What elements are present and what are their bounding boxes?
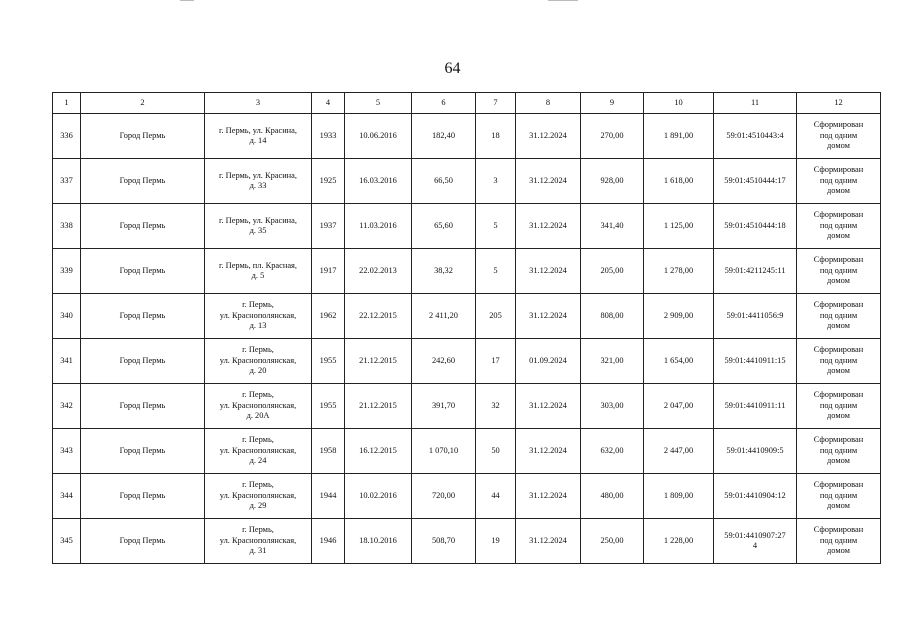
area3-cell: 2 447,00 bbox=[644, 429, 714, 474]
cadastral-cell bbox=[714, 519, 797, 564]
area-cell: 391,70 bbox=[412, 384, 476, 429]
deadline-cell: 31.12.2024 bbox=[516, 249, 581, 294]
address-cell-line: г. Пермь, ул. Красина, bbox=[219, 170, 297, 180]
column-header: 12 bbox=[797, 93, 881, 114]
address-cell-line: ул. Краснополянская, bbox=[219, 445, 297, 455]
column-header: 6 bbox=[412, 93, 476, 114]
address-cell bbox=[205, 294, 312, 339]
status-cell-line: Сформирован bbox=[813, 345, 864, 355]
table-row bbox=[53, 474, 881, 519]
date-cell: 11.03.2016 bbox=[345, 204, 412, 249]
status-cell-line: под одним bbox=[819, 355, 858, 365]
address-cell-line: г. Пермь, bbox=[242, 435, 274, 445]
residents-cell: 32 bbox=[476, 384, 516, 429]
status-cell-line: домом bbox=[827, 411, 850, 421]
year-cell: 1917 bbox=[312, 249, 345, 294]
area-cell: 242,60 bbox=[412, 339, 476, 384]
status-cell-line: под одним bbox=[819, 220, 858, 230]
date-cell: 22.02.2013 bbox=[345, 249, 412, 294]
address-cell-line: д. 31 bbox=[249, 546, 267, 556]
deadline-cell: 31.12.2024 bbox=[516, 519, 581, 564]
address-cell-line: г. Пермь, bbox=[242, 525, 274, 535]
area3-cell: 1 228,00 bbox=[644, 519, 714, 564]
municipality-cell: Город Пермь bbox=[81, 159, 205, 204]
area3-cell: 1 809,00 bbox=[644, 474, 714, 519]
column-header: 9 bbox=[581, 93, 644, 114]
status-cell-line: домом bbox=[827, 321, 850, 331]
status-cell bbox=[797, 339, 881, 384]
area3-cell: 1 125,00 bbox=[644, 204, 714, 249]
residents-cell: 50 bbox=[476, 429, 516, 474]
status-cell-line: под одним bbox=[819, 175, 858, 185]
area3-cell: 1 891,00 bbox=[644, 114, 714, 159]
address-cell-line: д. 14 bbox=[249, 136, 267, 145]
area-cell: 182,40 bbox=[412, 114, 476, 159]
year-cell: 1962 bbox=[312, 294, 345, 339]
cadastral-cell: 59:01:4410911:15 bbox=[714, 339, 797, 384]
residents-cell: 18 bbox=[476, 114, 516, 159]
status-cell-line: домом bbox=[827, 366, 850, 376]
address-cell bbox=[205, 339, 312, 384]
cadastral-cell: 59:01:4510444:17 bbox=[714, 159, 797, 204]
deadline-cell: 31.12.2024 bbox=[516, 114, 581, 159]
status-cell-line: Сформирован bbox=[813, 210, 864, 220]
area2-cell: 321,00 bbox=[581, 339, 644, 384]
year-cell: 1937 bbox=[312, 204, 345, 249]
date-cell: 16.03.2016 bbox=[345, 159, 412, 204]
municipality-cell: Город Пермь bbox=[81, 249, 205, 294]
area2-cell: 341,40 bbox=[581, 204, 644, 249]
date-cell: 10.02.2016 bbox=[345, 474, 412, 519]
date-cell: 21.12.2015 bbox=[345, 384, 412, 429]
address-cell-line: д. 13 bbox=[249, 321, 267, 331]
area3-cell: 1 278,00 bbox=[644, 249, 714, 294]
row-number: 339 bbox=[53, 249, 81, 294]
status-cell bbox=[797, 159, 881, 204]
address-cell-line: д. 20А bbox=[246, 411, 270, 421]
area2-cell: 250,00 bbox=[581, 519, 644, 564]
column-header: 4 bbox=[312, 93, 345, 114]
area2-cell: 632,00 bbox=[581, 429, 644, 474]
address-cell-line: д. 24 bbox=[249, 456, 267, 466]
status-cell bbox=[797, 249, 881, 294]
area2-cell: 480,00 bbox=[581, 474, 644, 519]
status-cell-line: под одним bbox=[819, 130, 858, 140]
cadastral-cell: 59:01:4410911:11 bbox=[714, 384, 797, 429]
year-cell: 1933 bbox=[312, 114, 345, 159]
column-header: 7 bbox=[476, 93, 516, 114]
status-cell bbox=[797, 204, 881, 249]
address-cell-line: г. Пермь, ул. Красина, bbox=[219, 125, 297, 135]
municipality-cell: Город Пермь bbox=[81, 474, 205, 519]
address-cell-line: г. Пермь, bbox=[242, 480, 274, 490]
municipality-cell: Город Пермь bbox=[81, 114, 205, 159]
column-header: 8 bbox=[516, 93, 581, 114]
column-header: 2 bbox=[81, 93, 205, 114]
address-cell bbox=[205, 249, 312, 294]
address-cell bbox=[205, 114, 312, 159]
cadastral-cell: 59:01:4410909:5 bbox=[714, 429, 797, 474]
address-cell-line: д. 35 bbox=[249, 226, 267, 235]
address-cell-line: д. 29 bbox=[249, 501, 267, 511]
table-row bbox=[53, 204, 881, 249]
row-number: 340 bbox=[53, 294, 81, 339]
status-cell-line: Сформирован bbox=[813, 165, 864, 175]
address-cell-line: г. Пермь, bbox=[242, 300, 274, 310]
column-header: 10 bbox=[644, 93, 714, 114]
municipality-cell: Город Пермь bbox=[81, 429, 205, 474]
date-cell: 18.10.2016 bbox=[345, 519, 412, 564]
status-cell-line: Сформирован bbox=[813, 525, 864, 535]
row-number: 344 bbox=[53, 474, 81, 519]
deadline-cell: 31.12.2024 bbox=[516, 159, 581, 204]
area-cell: 65,60 bbox=[412, 204, 476, 249]
status-cell-line: под одним bbox=[819, 445, 858, 455]
area2-cell: 808,00 bbox=[581, 294, 644, 339]
table-row bbox=[53, 384, 881, 429]
status-cell-line: под одним bbox=[819, 400, 858, 410]
table-row bbox=[53, 114, 881, 159]
municipality-cell: Город Пермь bbox=[81, 339, 205, 384]
municipality-cell: Город Пермь bbox=[81, 294, 205, 339]
residents-cell: 44 bbox=[476, 474, 516, 519]
cadastral-cell-line: 4 bbox=[752, 541, 758, 550]
address-cell-line: г. Пермь, ул. Красина, bbox=[219, 215, 297, 225]
column-header: 3 bbox=[205, 93, 312, 114]
scan-artifact bbox=[180, 0, 194, 1]
row-number: 345 bbox=[53, 519, 81, 564]
address-cell bbox=[205, 519, 312, 564]
deadline-cell: 01.09.2024 bbox=[516, 339, 581, 384]
area2-cell: 928,00 bbox=[581, 159, 644, 204]
residents-cell: 205 bbox=[476, 294, 516, 339]
table-row bbox=[53, 249, 881, 294]
address-cell bbox=[205, 384, 312, 429]
address-cell-line: ул. Краснополянская, bbox=[219, 310, 297, 320]
status-cell-line: Сформирован bbox=[813, 300, 864, 310]
date-cell: 21.12.2015 bbox=[345, 339, 412, 384]
row-number: 337 bbox=[53, 159, 81, 204]
area2-cell: 270,00 bbox=[581, 114, 644, 159]
row-number: 338 bbox=[53, 204, 81, 249]
status-cell-line: домом bbox=[827, 231, 850, 241]
address-cell-line: г. Пермь, пл. Красная, bbox=[218, 260, 297, 270]
year-cell: 1955 bbox=[312, 384, 345, 429]
deadline-cell: 31.12.2024 bbox=[516, 474, 581, 519]
address-cell bbox=[205, 159, 312, 204]
address-cell-line: ул. Краснополянская, bbox=[219, 490, 297, 500]
address-cell-line: ул. Краснополянская, bbox=[219, 400, 297, 410]
municipality-cell: Город Пермь bbox=[81, 384, 205, 429]
area-cell: 2 411,20 bbox=[412, 294, 476, 339]
status-cell-line: под одним bbox=[819, 310, 858, 320]
area3-cell: 1 618,00 bbox=[644, 159, 714, 204]
cadastral-cell: 59:01:4410904:12 bbox=[714, 474, 797, 519]
status-cell-line: домом bbox=[827, 546, 850, 556]
year-cell: 1944 bbox=[312, 474, 345, 519]
row-number: 336 bbox=[53, 114, 81, 159]
status-cell bbox=[797, 519, 881, 564]
year-cell: 1958 bbox=[312, 429, 345, 474]
cadastral-cell: 59:01:4411056:9 bbox=[714, 294, 797, 339]
table-row bbox=[53, 519, 881, 564]
cadastral-cell: 59:01:4510443:4 bbox=[714, 114, 797, 159]
column-header: 5 bbox=[345, 93, 412, 114]
deadline-cell: 31.12.2024 bbox=[516, 294, 581, 339]
table-row bbox=[53, 429, 881, 474]
deadline-cell: 31.12.2024 bbox=[516, 204, 581, 249]
area-cell: 66,50 bbox=[412, 159, 476, 204]
status-cell bbox=[797, 429, 881, 474]
area3-cell: 2 909,00 bbox=[644, 294, 714, 339]
date-cell: 22.12.2015 bbox=[345, 294, 412, 339]
row-number: 341 bbox=[53, 339, 81, 384]
address-cell-line: г. Пермь, bbox=[242, 390, 274, 400]
municipality-cell: Город Пермь bbox=[81, 519, 205, 564]
area-cell: 38,32 bbox=[412, 249, 476, 294]
status-cell-line: Сформирован bbox=[813, 255, 864, 265]
address-cell-line: д. 33 bbox=[249, 181, 267, 190]
address-cell-line: ул. Краснополянская, bbox=[219, 355, 297, 365]
status-cell-line: домом bbox=[827, 141, 850, 151]
status-cell-line: Сформирован bbox=[813, 120, 864, 130]
page-number: 64 bbox=[444, 60, 461, 77]
residents-cell: 3 bbox=[476, 159, 516, 204]
column-header: 11 bbox=[714, 93, 797, 114]
deadline-cell: 31.12.2024 bbox=[516, 384, 581, 429]
status-cell bbox=[797, 474, 881, 519]
table-row bbox=[53, 294, 881, 339]
residents-cell: 19 bbox=[476, 519, 516, 564]
area3-cell: 1 654,00 bbox=[644, 339, 714, 384]
year-cell: 1946 bbox=[312, 519, 345, 564]
municipality-cell: Город Пермь bbox=[81, 204, 205, 249]
cadastral-cell: 59:01:4211245:11 bbox=[714, 249, 797, 294]
address-cell-line: д. 5 bbox=[251, 271, 265, 280]
area2-cell: 205,00 bbox=[581, 249, 644, 294]
status-cell-line: домом bbox=[827, 276, 850, 286]
address-cell-line: д. 20 bbox=[249, 366, 267, 376]
area3-cell: 2 047,00 bbox=[644, 384, 714, 429]
date-cell: 10.06.2016 bbox=[345, 114, 412, 159]
status-cell-line: домом bbox=[827, 501, 850, 511]
address-cell bbox=[205, 429, 312, 474]
address-cell bbox=[205, 474, 312, 519]
area2-cell: 303,00 bbox=[581, 384, 644, 429]
row-number: 342 bbox=[53, 384, 81, 429]
data-table bbox=[52, 92, 881, 564]
status-cell bbox=[797, 294, 881, 339]
column-header: 1 bbox=[53, 93, 81, 114]
status-cell-line: Сформирован bbox=[813, 390, 864, 400]
status-cell-line: Сформирован bbox=[813, 480, 864, 490]
year-cell: 1955 bbox=[312, 339, 345, 384]
status-cell-line: домом bbox=[827, 456, 850, 466]
status-cell bbox=[797, 114, 881, 159]
scan-artifact bbox=[548, 0, 578, 1]
status-cell-line: под одним bbox=[819, 535, 858, 545]
area-cell: 720,00 bbox=[412, 474, 476, 519]
status-cell-line: Сформирован bbox=[813, 435, 864, 445]
cadastral-cell-line: 59:01:4410907:27 bbox=[724, 530, 786, 540]
deadline-cell: 31.12.2024 bbox=[516, 429, 581, 474]
residents-cell: 5 bbox=[476, 249, 516, 294]
status-cell-line: под одним bbox=[819, 265, 858, 275]
table-header-row bbox=[53, 93, 881, 114]
row-number: 343 bbox=[53, 429, 81, 474]
address-cell-line: г. Пермь, bbox=[242, 345, 274, 355]
status-cell-line: под одним bbox=[819, 490, 858, 500]
table-row bbox=[53, 339, 881, 384]
status-cell-line: домом bbox=[827, 186, 850, 196]
address-cell bbox=[205, 204, 312, 249]
residents-cell: 17 bbox=[476, 339, 516, 384]
status-cell bbox=[797, 384, 881, 429]
year-cell: 1925 bbox=[312, 159, 345, 204]
cadastral-cell: 59:01:4510444:18 bbox=[714, 204, 797, 249]
area-cell: 1 070,10 bbox=[412, 429, 476, 474]
date-cell: 16.12.2015 bbox=[345, 429, 412, 474]
address-cell-line: ул. Краснополянская, bbox=[219, 535, 297, 545]
residents-cell: 5 bbox=[476, 204, 516, 249]
table-row bbox=[53, 159, 881, 204]
area-cell: 508,70 bbox=[412, 519, 476, 564]
